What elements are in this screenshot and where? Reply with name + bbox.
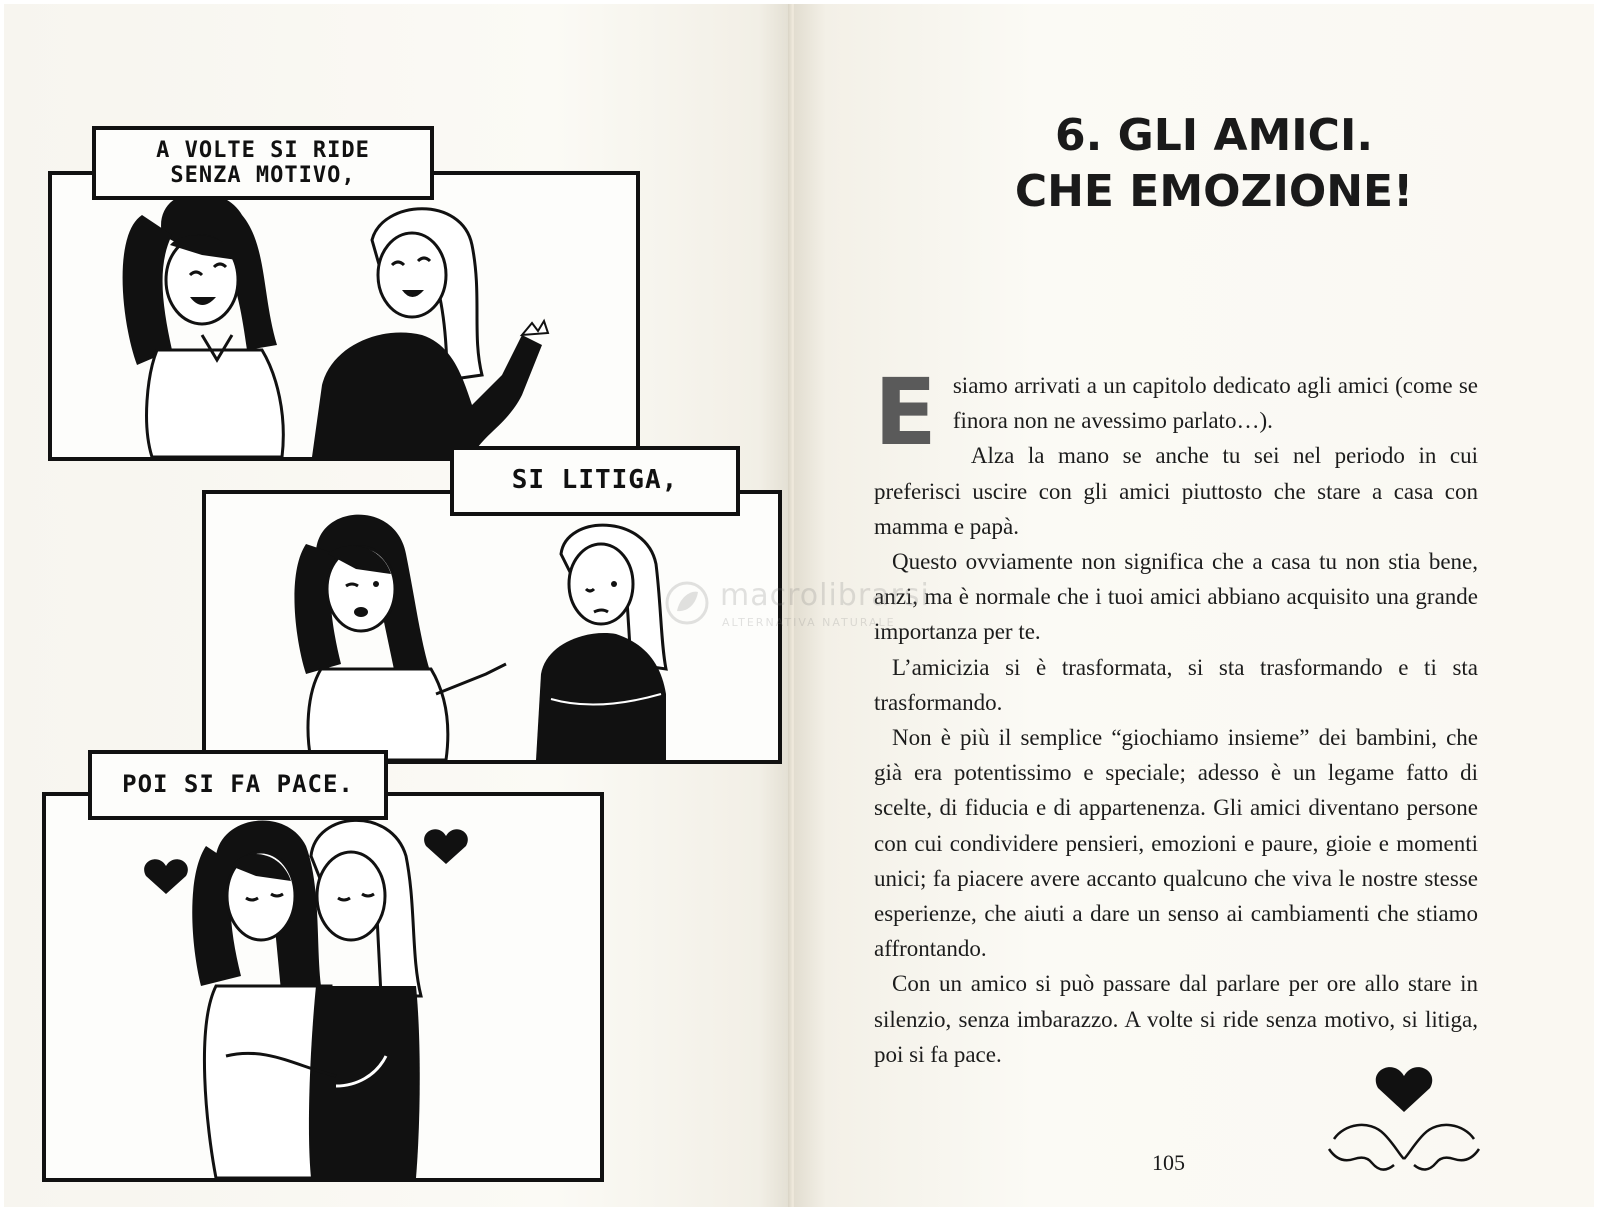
paragraph-1 [874, 359, 1478, 466]
caption-1-line-2: SENZA MOTIVO, [170, 163, 356, 188]
paragraph-3: Questo ovviamente non significa che a casa tu non stia bene, anzi, ma è normale che i tuoi amici abbiano acquisito una grande importanza per te. [874, 549, 1478, 645]
drop-cap: E [874, 359, 937, 466]
caption-2-text: SI LITIGA, [511, 465, 679, 496]
comic-panel-1 [48, 171, 640, 461]
chapter-title [944, 108, 1484, 220]
left-page [4, 4, 790, 1207]
paragraph-4: L’amicizia si è trasformata, si sta trasformando e ti sta trasformando. [874, 654, 1478, 715]
paragraph-1-text: siamo arrivati a un capitolo dedicato agli amici (come se finora non ne avessimo parlato…). [952, 373, 1478, 434]
pinky-promise-heart-icon [1324, 1054, 1484, 1184]
hugging-friends-illustration [46, 796, 600, 1178]
comic-caption-1 [92, 126, 434, 200]
chapter-body [874, 359, 1478, 1072]
caption-3-text: POI SI FA PACE. [122, 770, 354, 799]
comic-caption-3 [88, 750, 388, 820]
caption-1-line-1: A VOLTE SI RIDE [156, 137, 370, 163]
paragraph-5: Non è più il semplice “giochiamo insieme” dei bambini, che già era potentissimo e speciale; adesso è un legame fatto di scelte, di fiducia e di appartenenza. Gli amici diventano persone con cui condividere pensieri, emozioni e paure, gioie e momenti unici; fa piacere avere accanto qualcuno che viva le nostre stesse esperienze, che aiuti a dare un senso ai cambiamenti che stiamo affrontando. [874, 725, 1478, 962]
watermark-tagline: ALTERNATIVA NATURALE [722, 616, 896, 629]
page-number: 105 [1152, 1150, 1185, 1175]
comic-panel-2 [202, 490, 782, 764]
chapter-title-line-2: CHE EMOZIONE! [1014, 166, 1414, 217]
chapter-title-line-1: 6. GLI AMICI. [1054, 110, 1374, 161]
arguing-friends-illustration [206, 494, 778, 760]
paragraph-6: Con un amico si può passare dal parlare per ore allo stare in silenzio, senza imbarazzo. A volte si ride senza motivo, si litiga, poi si fa pace. [874, 971, 1478, 1067]
watermark-name: macrolibrarsi [720, 578, 930, 613]
book-spread [4, 4, 1594, 1207]
comic-caption-2 [450, 446, 740, 516]
comic-panel-3 [42, 792, 604, 1182]
paragraph-2: Alza la mano se anche tu sei nel periodo in cui preferisci uscire con gli amici piuttosto che stare a casa con mamma e papà. [874, 443, 1478, 539]
laughing-friends-illustration [52, 175, 636, 457]
